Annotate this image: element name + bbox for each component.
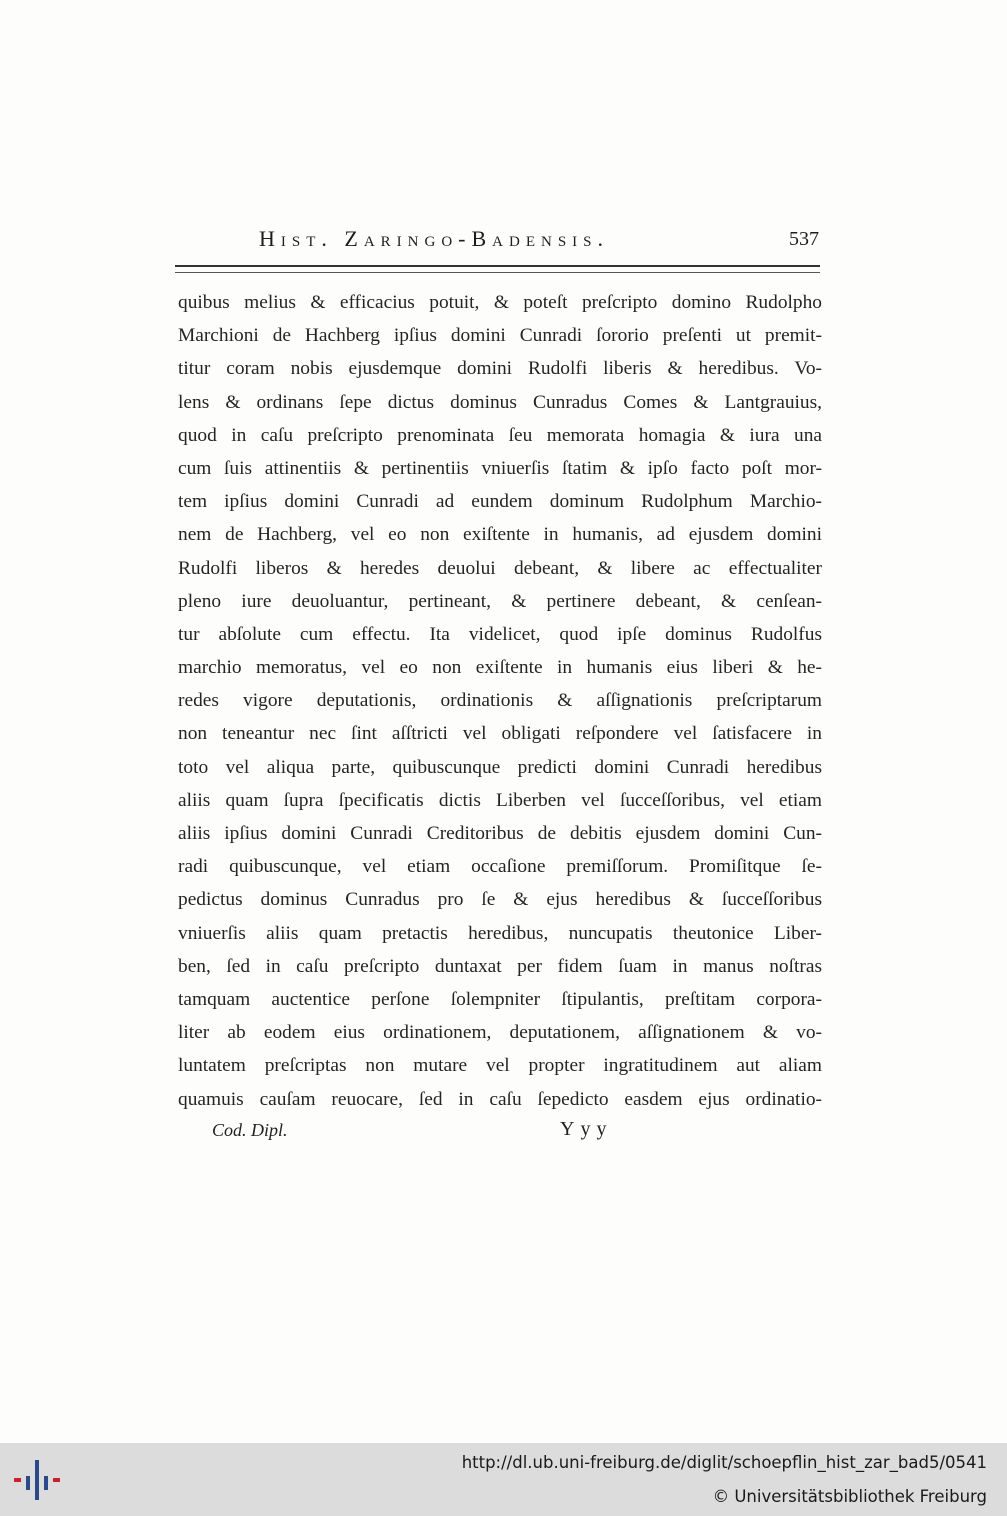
text-line: aliis ipſius domini Cunradi Creditoribus de debitis ejusdem domini Cun- — [178, 823, 822, 844]
header-rule-thin — [175, 272, 820, 273]
text-line: Rudolfi liberos & heredes deuolui debeant, & libere ac effectualiter — [178, 557, 822, 579]
page-number: 537 — [789, 228, 819, 250]
text-line: quod in caſu preſcripto prenominata ſeu memorata homagia & iura una — [178, 424, 822, 446]
text-line: pleno iure deuoluantur, pertineant, & pertinere debeant, & cenſean- — [178, 590, 822, 612]
text-line: tem ipſius domini Cunradi ad eundem dominum Rudolphum Marchio- — [178, 491, 822, 513]
catchword: Cod. Dipl. — [212, 1120, 288, 1140]
text-line: quamuis cauſam reuocare, ſed in caſu ſepedicto easdem ejus ordinatio- — [178, 1088, 822, 1110]
body-text — [178, 286, 822, 1116]
text-line: toto vel aliqua parte, quibuscunque predicti domini Cunradi heredibus — [178, 756, 822, 778]
copyright-text: © Universitätsbibliothek Freiburg — [712, 1487, 987, 1506]
source-url-link[interactable]: http://dl.ub.uni-freiburg.de/diglit/schoepflin_hist_zar_bad5/0541 — [461, 1453, 987, 1472]
text-line: ben, ſed in caſu preſcripto duntaxat per fidem ſuam in manus noſtras — [178, 955, 822, 977]
viewer-footer-bar — [0, 1443, 1007, 1516]
ub-freiburg-logo-icon[interactable] — [12, 1456, 64, 1504]
text-line: radi quibuscunque, vel etiam occaſione premiſſorum. Promiſitque ſe- — [178, 856, 822, 878]
text-line: pedictus dominus Cunradus pro ſe & ejus heredibus & ſucceſſoribus — [178, 889, 822, 911]
text-line: marchio memoratus, vel eo non exiſtente in humanis eius liberi & he- — [178, 657, 822, 679]
text-line: nem de Hachberg, vel eo non exiſtente in humanis, ad ejusdem domini — [178, 524, 822, 546]
text-line: tamquam auctentice perſone ſolempniter ſtipulantis, preſtitam corpora- — [178, 988, 822, 1010]
text-line: lens & ordinans ſepe dictus dominus Cunradus Comes & Lantgrauius, — [178, 391, 822, 413]
text-line: redes vigore deputationis, ordinationis & aſſignationis preſcriptarum — [178, 690, 822, 712]
text-line: titur coram nobis ejusdemque domini Rudolfi liberis & heredibus. Vo- — [178, 358, 822, 380]
text-line: aliis quam ſupra ſpecificatis dictis Liberben vel ſucceſſoribus, vel etiam — [178, 789, 822, 811]
running-title: Hist. Zaringo-Badensis. — [259, 226, 609, 251]
text-line: vniuerſis aliis quam pretactis heredibus, nuncupatis theutonice Liber- — [178, 922, 822, 944]
text-line: Marchioni de Hachberg ipſius domini Cunradi ſororio preſenti ut premit- — [178, 325, 822, 347]
running-head — [175, 226, 825, 258]
header-rule — [175, 265, 820, 267]
signature-mark: Yyy — [560, 1118, 613, 1140]
text-line: liter ab eodem eius ordinationem, deputationem, aſſignationem & vo- — [178, 1022, 822, 1044]
text-line: cum ſuis attinentiis & pertinentiis vniuerſis ſtatim & ipſo facto poſt mor- — [178, 457, 822, 479]
text-line: non teneantur nec ſint aſſtricti vel obligati reſpondere vel ſatisfacere in — [178, 723, 822, 745]
text-line: quibus melius & efficacius potuit, & poteſt preſcripto domino Rudolpho — [178, 292, 822, 313]
text-line: luntatem preſcriptas non mutare vel propter ingratitudinem aut aliam — [178, 1055, 822, 1077]
text-line: tur abſolute cum effectu. Ita videlicet, quod ipſe dominus Rudolfus — [178, 623, 822, 645]
